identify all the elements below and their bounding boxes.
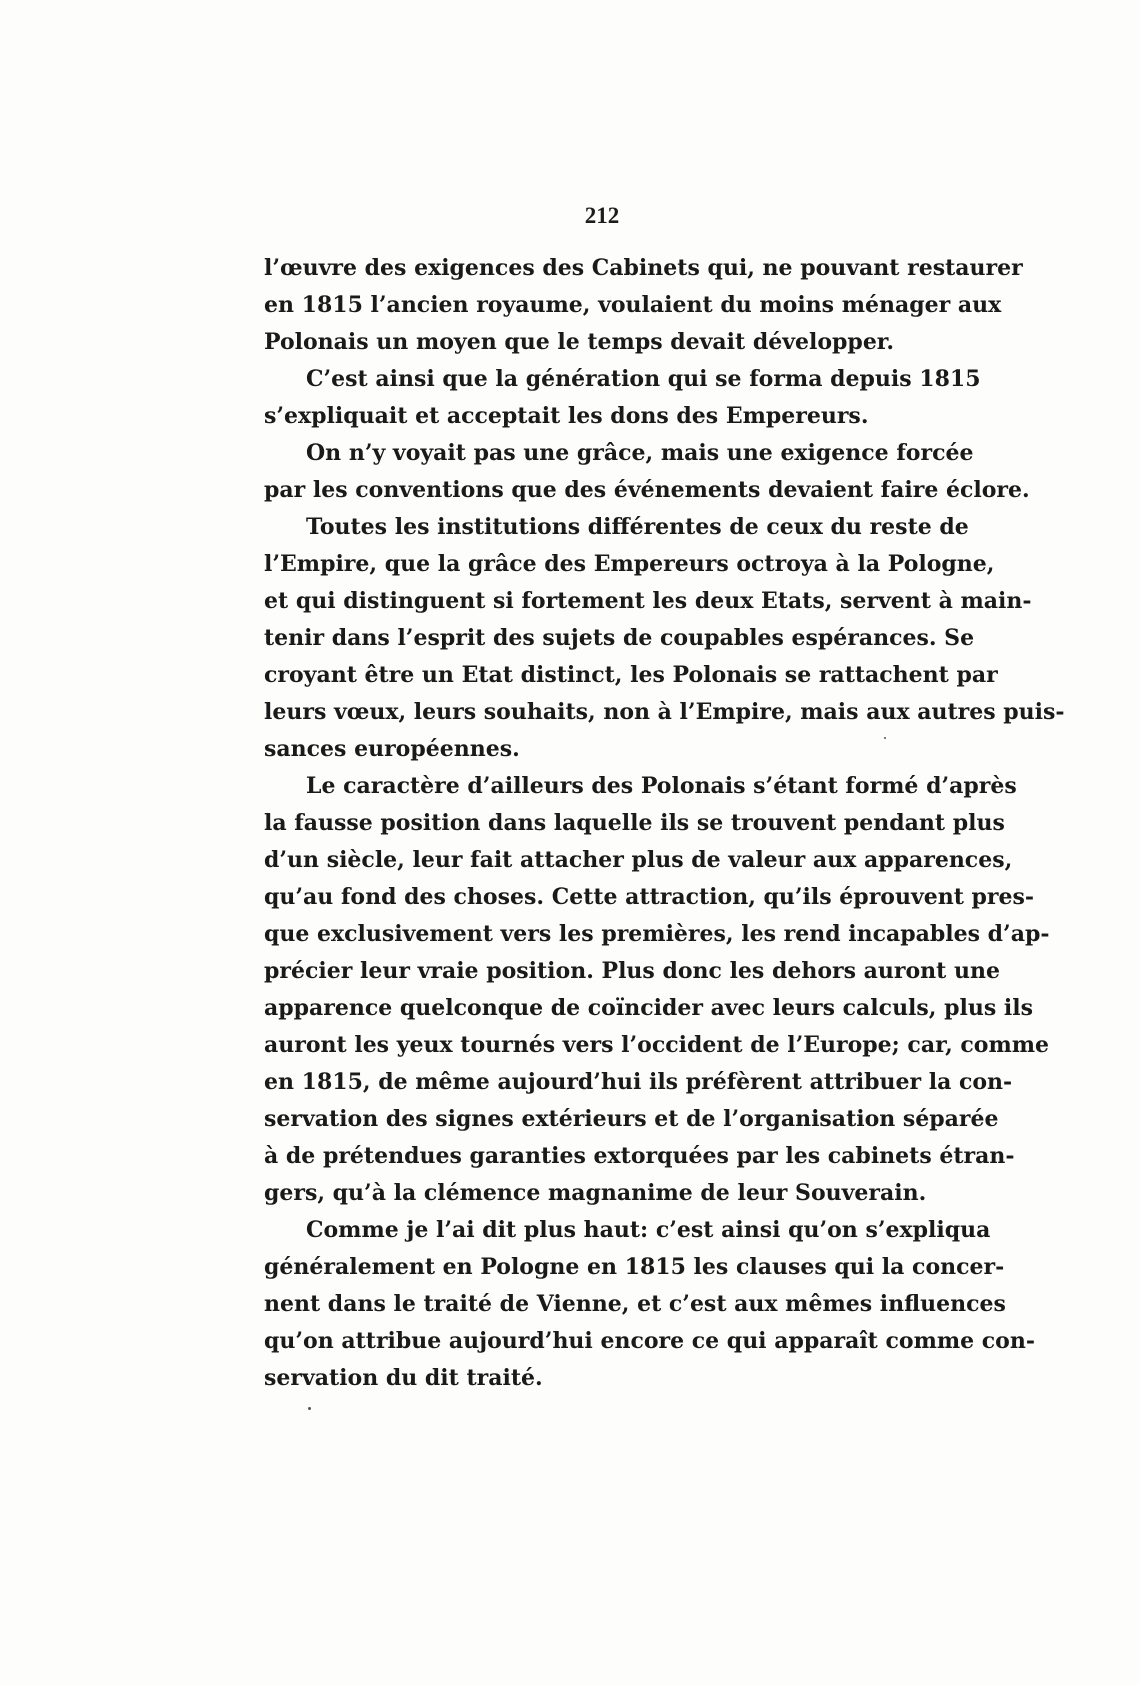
paragraph [264,1212,1035,1397]
paragraph [264,509,1065,768]
text-line: la fausse position dans laquelle ils se trouvent pendant plus [264,810,1005,836]
text-line: s’expliquait et acceptait les dons des Empereurs. [264,403,869,429]
print-speck [884,737,886,739]
text-line: Toutes les institutions différentes de ceux du reste de [306,514,969,540]
text-line: gers, qu’à la clémence magnanime de leur Souverain. [264,1180,927,1206]
text-line: nent dans le traité de Vienne, et c’est aux mêmes influences [264,1291,1006,1317]
text-line: sances européennes. [264,736,520,762]
text-line: d’un siècle, leur fait attacher plus de valeur aux apparences, [264,847,1013,873]
text-line: en 1815, de même aujourd’hui ils préfèrent attribuer la con- [264,1069,1013,1095]
paragraph [264,768,1050,1212]
text-line: et qui distinguent si fortement les deux Etats, servent à main- [264,588,1032,614]
text-line: C’est ainsi que la génération qui se forma depuis 1815 [306,366,981,392]
text-line: qu’on attribue aujourd’hui encore ce qui apparaît comme con- [264,1328,1035,1354]
text-line: tenir dans l’esprit des sujets de coupables espérances. Se [264,625,975,651]
text-line: croyant être un Etat distinct, les Polonais se rattachent par [264,662,998,688]
text-line: apparence quelconque de coïncider avec leurs calculs, plus ils [264,995,1034,1021]
print-speck [308,1407,311,1410]
text-line: Comme je l’ai dit plus haut: c’est ainsi qu’on s’expliqua [306,1217,991,1243]
body-text [264,250,1065,1397]
text-line: l’œuvre des exigences des Cabinets qui, ne pouvant restaurer [264,255,1023,281]
text-line: Polonais un moyen que le temps devait développer. [264,329,895,355]
text-line: qu’au fond des choses. Cette attraction, qu’ils éprouvent pres- [264,884,1035,910]
text-line: précier leur vraie position. Plus donc les dehors auront une [264,958,1000,984]
text-line: servation du dit traité. [264,1365,543,1391]
text-line: généralement en Pologne en 1815 les clauses qui la concer- [264,1254,1005,1280]
text-line: par les conventions que des événements devaient faire éclore. [264,477,1030,503]
text-line: On n’y voyait pas une grâce, mais une exigence forcée [306,440,974,466]
text-line: auront les yeux tournés vers l’occident de l’Europe; car, comme [264,1032,1050,1058]
paragraph [264,435,1030,509]
page-number: 212 [584,203,620,228]
text-line: leurs vœux, leurs souhaits, non à l’Empire, mais aux autres puis- [264,699,1065,725]
text-line: que exclusivement vers les premières, les rend incapables d’ap- [264,921,1050,947]
text-line: l’Empire, que la grâce des Empereurs octroya à la Pologne, [264,551,995,577]
text-line: Le caractère d’ailleurs des Polonais s’étant formé d’après [306,773,1017,799]
paragraph [264,250,1023,361]
text-line: servation des signes extérieurs et de l’organisation séparée [264,1106,999,1132]
text-line: en 1815 l’ancien royaume, voulaient du moins ménager aux [264,292,1002,318]
text-line: à de prétendues garanties extorquées par les cabinets étran- [264,1143,1015,1169]
paragraph [264,361,981,435]
